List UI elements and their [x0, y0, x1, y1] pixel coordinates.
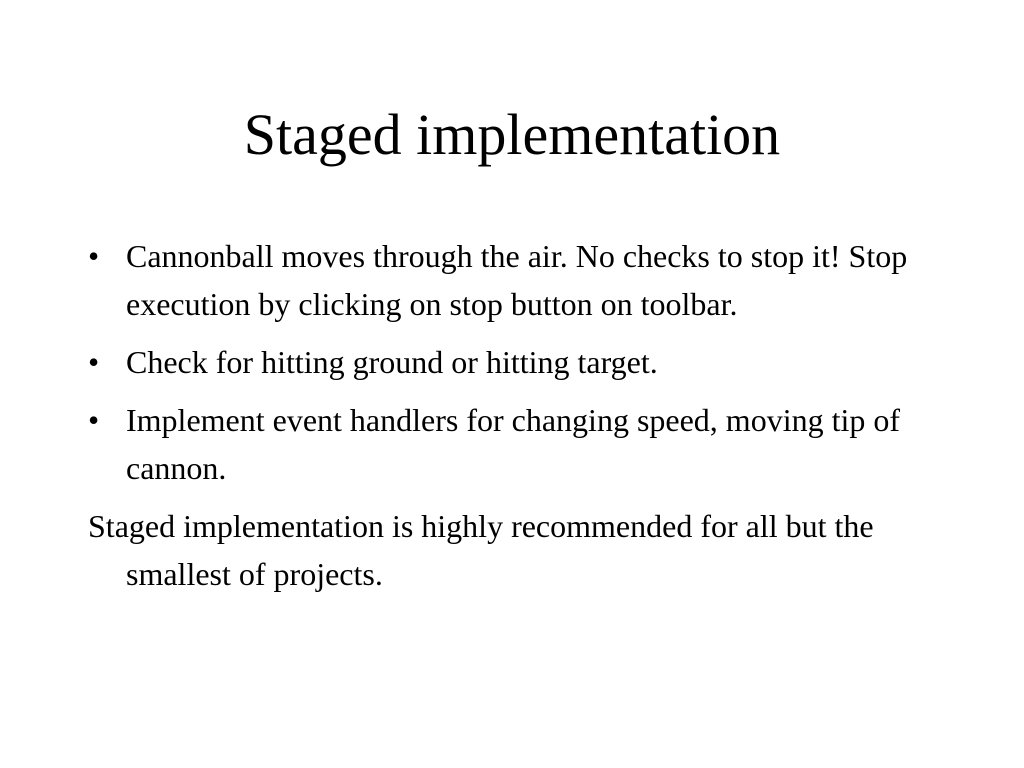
bullet-text: Check for hitting ground or hitting target.	[126, 344, 658, 380]
bullet-icon: •	[88, 238, 100, 274]
closing-paragraph: Staged implementation is highly recommended for all but the smallest of projects.	[88, 508, 874, 592]
bullet-item-event-handlers	[88, 396, 948, 492]
slide-title: Staged implementation	[243, 102, 781, 167]
bullet-item-cannonball	[88, 232, 948, 328]
bullet-icon: •	[88, 402, 100, 438]
bullet-text: Cannonball moves through the air. No checks to stop it! Stop execution by clicking on stop button on toolbar.	[126, 238, 908, 322]
bullet-text: Implement event handlers for changing speed, moving tip of cannon.	[126, 402, 901, 486]
bullet-item-check-hits	[88, 338, 948, 386]
bullet-icon: •	[88, 344, 100, 380]
slide-body	[88, 232, 948, 598]
